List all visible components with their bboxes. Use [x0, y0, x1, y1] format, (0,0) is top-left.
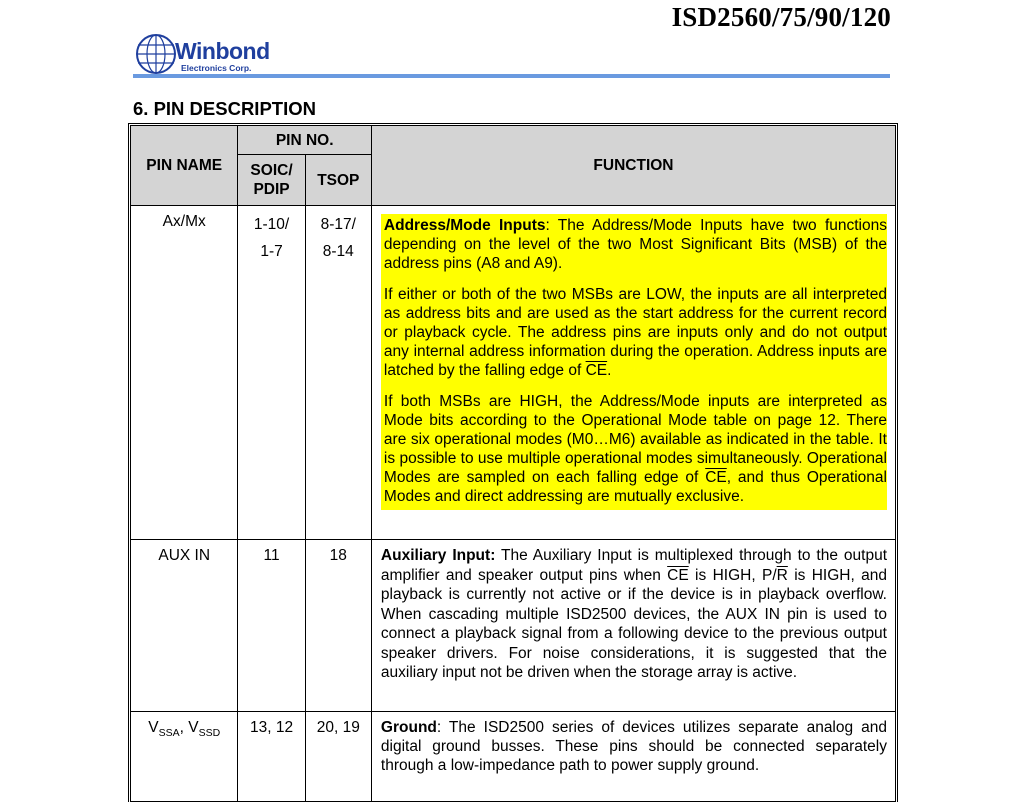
description-text: : The ISD2500 series of devices utilizes separate analog and digital ground busses. These pins should be connected separately through a low-impedance path to power supply ground. — [380, 719, 887, 774]
soic-pdip-cell: 11 — [238, 540, 305, 712]
pin-name-part: , V — [179, 719, 199, 736]
soic-pdip-cell: 13, 12 — [238, 712, 305, 802]
pin-name-cell: AUX IN — [131, 540, 238, 712]
tsop-value: 8-14 — [322, 243, 354, 260]
soic-pdip-cell — [238, 206, 305, 540]
table-row — [131, 206, 896, 540]
highlighted-description — [381, 214, 887, 510]
description-text: is HIGH, and playback is currently not active or if the device is in playback overflow. When cascading multiple ISD2500 devices, the AUX IN pin is used to connect a playback signal from a following device to the previous output speaker drivers. For noise considerations, it is suggested that the auxiliary input not be driven when the storage array is active. — [380, 566, 887, 681]
soic-pdip-value: 1-7 — [260, 243, 283, 260]
winbond-logo — [135, 33, 270, 75]
function-cell — [371, 206, 895, 540]
tsop-cell — [305, 206, 371, 540]
term-separator: : — [545, 217, 550, 234]
pin-name-cell: Ax/Mx — [131, 206, 238, 540]
tsop-cell: 18 — [305, 540, 371, 712]
table-row — [131, 540, 896, 712]
description-text: The Auxiliary Input is multiplexed through to the output amplifier and speaker output pins when — [380, 547, 887, 584]
pin-description-table — [130, 125, 896, 802]
header-tsop: TSOP — [305, 155, 371, 206]
header-rule — [133, 74, 890, 78]
globe-icon — [135, 33, 179, 75]
section-heading: 6. PIN DESCRIPTION — [133, 98, 316, 119]
term-label: Address/Mode Inputs — [383, 217, 546, 234]
description-paragraph — [384, 392, 887, 506]
pin-name-subscript: SSA — [158, 727, 180, 740]
table-row — [131, 712, 896, 802]
pin-name-cell — [131, 712, 238, 802]
ce-signal: $\overline{CE}$ — [705, 469, 727, 486]
header-soic-pdip-label: SOIC/ PDIP — [250, 162, 293, 198]
logo-wordmark: Winbond — [175, 38, 270, 64]
r-signal: $\overline{R}$ — [776, 566, 788, 584]
description-text: , and thus Operational Modes and direct addressing are mutually exclusive. — [383, 469, 887, 505]
header-pin-no: PIN NO. — [238, 126, 372, 155]
function-cell — [371, 712, 895, 802]
header-soic-pdip — [238, 155, 305, 206]
description-text: The Address/Mode Inputs have two functions depending on the level of the two Most Significant Bits (MSB) of the address pins (A8 and A9). — [383, 217, 887, 272]
header-function: FUNCTION — [371, 126, 895, 206]
description-paragraph — [384, 285, 887, 380]
term-label: Ground — [380, 719, 437, 736]
term-label: Auxiliary Input: — [380, 547, 496, 564]
pin-name-part: V — [148, 719, 159, 736]
ce-signal: $\overline{CE}$ — [585, 362, 608, 379]
description-text: . — [607, 362, 612, 379]
logo-subtitle: Electronics Corp. — [181, 63, 252, 73]
description-text: If both MSBs are HIGH, the Address/Mode inputs are interpreted as Mode bits according to the Operational Mode table on page 12. There are six operational modes (M0…M6) available as indicated in the table. It is possible to use multiple operational modes simultaneously. Operational Modes are sampled on each falling edge of — [383, 393, 887, 486]
tsop-cell: 20, 19 — [305, 712, 371, 802]
header-pin-name: PIN NAME — [131, 126, 238, 206]
description-paragraph — [384, 216, 887, 273]
document-title: ISD2560/75/90/120 — [671, 2, 891, 32]
function-cell — [371, 540, 895, 712]
soic-pdip-value: 1-10/ — [253, 216, 290, 233]
description-text: If either or both of the two MSBs are LOW, the inputs are all interpreted as address bits and are used as the start address for the current record or playback cycle. The address pins are inputs only and do not output any internal address information during the operation. Address inputs are latched by the falling edge of — [383, 286, 887, 379]
ce-signal: $\overline{CE}$ — [667, 566, 689, 584]
pin-name-subscript: SSD — [198, 727, 221, 740]
description-text: is HIGH, P/ — [688, 566, 777, 584]
tsop-value: 8-17/ — [320, 216, 356, 233]
